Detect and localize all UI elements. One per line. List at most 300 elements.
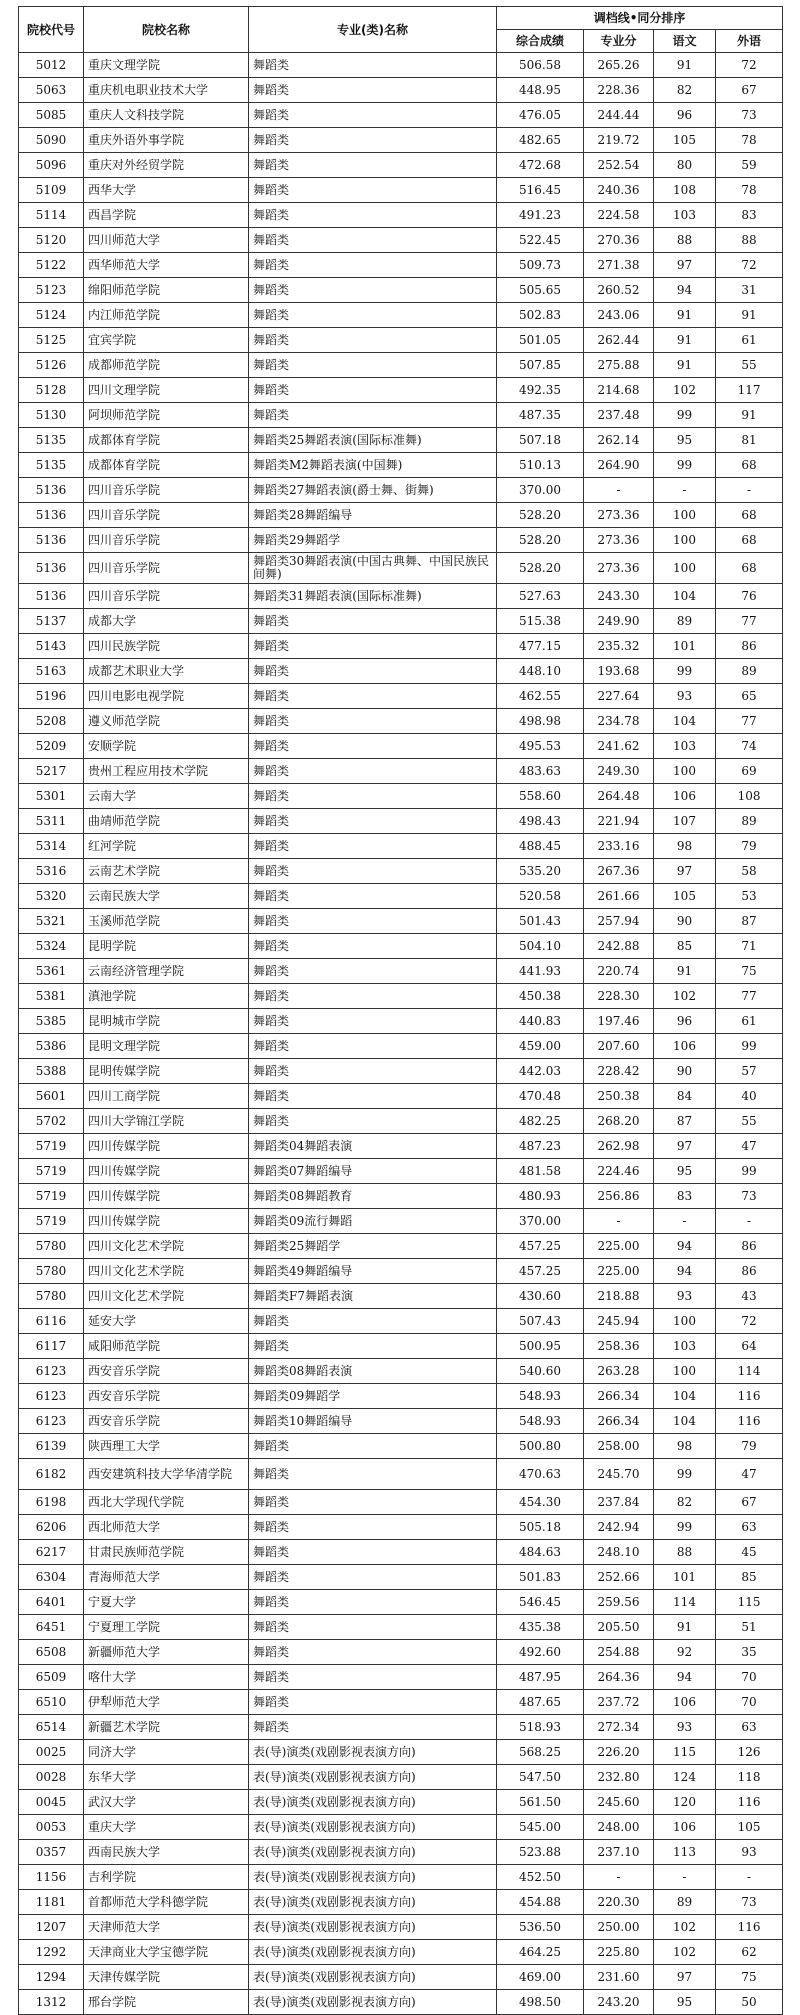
header-name: 院校名称 (84, 7, 249, 53)
cell-name: 昆明学院 (84, 934, 249, 959)
table-row (19, 1434, 783, 1459)
cell-chn: - (654, 1209, 716, 1234)
cell-prof: 262.44 (584, 328, 654, 353)
cell-total: 487.65 (497, 1690, 584, 1715)
cell-name: 天津师范大学 (84, 1915, 249, 1940)
cell-name: 首都师范大学科德学院 (84, 1890, 249, 1915)
table-row (19, 1009, 783, 1034)
cell-chn: 100 (654, 759, 716, 784)
cell-code: 5719 (19, 1134, 84, 1159)
cell-total: 523.88 (497, 1840, 584, 1865)
cell-prof: 254.88 (584, 1640, 654, 1665)
cell-eng: 51 (716, 1615, 783, 1640)
cell-prof: 272.34 (584, 1715, 654, 1740)
cell-total: 520.58 (497, 884, 584, 909)
cell-chn: 104 (654, 1384, 716, 1409)
cell-prof: 252.66 (584, 1565, 654, 1590)
cell-chn: - (654, 478, 716, 503)
cell-total: 370.00 (497, 478, 584, 503)
cell-eng: 81 (716, 428, 783, 453)
cell-code: 5114 (19, 203, 84, 228)
cell-prof: 261.66 (584, 884, 654, 909)
cell-code: 1292 (19, 1940, 84, 1965)
cell-chn: 98 (654, 1434, 716, 1459)
cell-code: 5136 (19, 528, 84, 553)
cell-total: 450.38 (497, 984, 584, 1009)
cell-name: 邢台学院 (84, 1990, 249, 2015)
table-row (19, 1965, 783, 1990)
cell-eng: 68 (716, 453, 783, 478)
cell-code: 5136 (19, 553, 84, 584)
table-row (19, 303, 783, 328)
table-row (19, 153, 783, 178)
cell-chn: 94 (654, 278, 716, 303)
cell-major: 舞蹈类 (249, 659, 497, 684)
cell-chn: 98 (654, 834, 716, 859)
cell-chn: 124 (654, 1765, 716, 1790)
table-row (19, 859, 783, 884)
cell-major: 舞蹈类 (249, 1490, 497, 1515)
table-row (19, 1459, 783, 1490)
cell-chn: 89 (654, 609, 716, 634)
cell-total: 430.60 (497, 1284, 584, 1309)
cell-major: 表(导)演类(戏剧影视表演方向) (249, 1740, 497, 1765)
cell-chn: 80 (654, 153, 716, 178)
cell-prof: 243.30 (584, 584, 654, 609)
cell-total: 507.85 (497, 353, 584, 378)
cell-name: 红河学院 (84, 834, 249, 859)
table-row (19, 1840, 783, 1865)
cell-major: 舞蹈类 (249, 203, 497, 228)
cell-code: 5128 (19, 378, 84, 403)
cell-code: 6182 (19, 1459, 84, 1490)
cell-major: 舞蹈类 (249, 1515, 497, 1540)
cell-eng: 47 (716, 1134, 783, 1159)
cell-code: 5136 (19, 503, 84, 528)
cell-prof: 234.78 (584, 709, 654, 734)
cell-total: 505.65 (497, 278, 584, 303)
cell-total: 547.50 (497, 1765, 584, 1790)
table-row (19, 403, 783, 428)
cell-total: 528.20 (497, 553, 584, 584)
cell-eng: 79 (716, 1434, 783, 1459)
cell-eng: 86 (716, 1234, 783, 1259)
table-row (19, 1590, 783, 1615)
cell-major: 舞蹈类 (249, 1690, 497, 1715)
cell-prof: 249.30 (584, 759, 654, 784)
cell-prof: 237.72 (584, 1690, 654, 1715)
cell-major: 舞蹈类09流行舞蹈 (249, 1209, 497, 1234)
cell-chn: 85 (654, 934, 716, 959)
cell-prof: 250.38 (584, 1084, 654, 1109)
cell-total: 505.18 (497, 1515, 584, 1540)
cell-chn: 106 (654, 1690, 716, 1715)
cell-eng: 53 (716, 884, 783, 909)
cell-chn: 104 (654, 584, 716, 609)
cell-eng: 50 (716, 1990, 783, 2015)
cell-prof: 267.36 (584, 859, 654, 884)
table-row (19, 203, 783, 228)
cell-total: 528.20 (497, 503, 584, 528)
cell-name: 甘肃民族师范学院 (84, 1540, 249, 1565)
cell-name: 四川传媒学院 (84, 1209, 249, 1234)
cell-code: 5321 (19, 909, 84, 934)
cell-name: 云南艺术学院 (84, 859, 249, 884)
cell-prof: 273.36 (584, 528, 654, 553)
table-row (19, 1715, 783, 1740)
cell-major: 舞蹈类 (249, 709, 497, 734)
cell-code: 5719 (19, 1159, 84, 1184)
cell-eng: 47 (716, 1459, 783, 1490)
cell-prof: 220.30 (584, 1890, 654, 1915)
cell-eng: 73 (716, 1890, 783, 1915)
table-row (19, 1034, 783, 1059)
cell-total: 498.98 (497, 709, 584, 734)
cell-prof: 231.60 (584, 1965, 654, 1990)
cell-total: 487.23 (497, 1134, 584, 1159)
cell-prof: 264.36 (584, 1665, 654, 1690)
cell-prof: 250.00 (584, 1915, 654, 1940)
cell-total: 492.35 (497, 378, 584, 403)
cell-eng: 43 (716, 1284, 783, 1309)
cell-eng: 58 (716, 859, 783, 884)
cell-name: 四川文化艺术学院 (84, 1284, 249, 1309)
table-row (19, 1059, 783, 1084)
table-row (19, 78, 783, 103)
cell-prof: 224.58 (584, 203, 654, 228)
cell-eng: 93 (716, 1840, 783, 1865)
admission-table-container (18, 6, 782, 2015)
table-row (19, 984, 783, 1009)
cell-total: 370.00 (497, 1209, 584, 1234)
cell-major: 舞蹈类07舞蹈编导 (249, 1159, 497, 1184)
cell-eng: 63 (716, 1515, 783, 1540)
cell-name: 成都师范学院 (84, 353, 249, 378)
cell-prof: 266.34 (584, 1384, 654, 1409)
header-eng: 外语 (716, 30, 783, 53)
cell-eng: 70 (716, 1690, 783, 1715)
cell-chn: 108 (654, 178, 716, 203)
cell-prof: 228.36 (584, 78, 654, 103)
cell-eng: 67 (716, 1490, 783, 1515)
cell-major: 舞蹈类 (249, 884, 497, 909)
cell-name: 西南民族大学 (84, 1840, 249, 1865)
cell-prof: 271.38 (584, 253, 654, 278)
cell-chn: 97 (654, 1134, 716, 1159)
table-row (19, 1134, 783, 1159)
cell-name: 宜宾学院 (84, 328, 249, 353)
cell-major: 舞蹈类 (249, 128, 497, 153)
cell-name: 云南大学 (84, 784, 249, 809)
table-row (19, 178, 783, 203)
cell-code: 5780 (19, 1234, 84, 1259)
cell-chn: 97 (654, 859, 716, 884)
cell-prof: 268.20 (584, 1109, 654, 1134)
cell-prof: 237.84 (584, 1490, 654, 1515)
table-row (19, 478, 783, 503)
cell-total: 488.45 (497, 834, 584, 859)
cell-prof: 242.88 (584, 934, 654, 959)
cell-total: 546.45 (497, 1590, 584, 1615)
cell-major: 舞蹈类F7舞蹈表演 (249, 1284, 497, 1309)
cell-total: 502.83 (497, 303, 584, 328)
cell-code: 5719 (19, 1209, 84, 1234)
cell-code: 6510 (19, 1690, 84, 1715)
cell-code: 6117 (19, 1334, 84, 1359)
cell-code: 6198 (19, 1490, 84, 1515)
cell-prof: 256.86 (584, 1184, 654, 1209)
cell-code: 0045 (19, 1790, 84, 1815)
cell-name: 昆明文理学院 (84, 1034, 249, 1059)
cell-name: 四川音乐学院 (84, 503, 249, 528)
cell-total: 527.63 (497, 584, 584, 609)
cell-chn: 88 (654, 1540, 716, 1565)
cell-name: 西安音乐学院 (84, 1384, 249, 1409)
table-row (19, 128, 783, 153)
cell-chn: 82 (654, 1490, 716, 1515)
cell-major: 舞蹈类 (249, 934, 497, 959)
cell-eng: - (716, 1865, 783, 1890)
cell-name: 玉溪师范学院 (84, 909, 249, 934)
cell-chn: 114 (654, 1590, 716, 1615)
cell-eng: 99 (716, 1034, 783, 1059)
cell-eng: 105 (716, 1815, 783, 1840)
cell-code: 5136 (19, 478, 84, 503)
cell-eng: 116 (716, 1409, 783, 1434)
cell-prof: 245.60 (584, 1790, 654, 1815)
cell-eng: 91 (716, 403, 783, 428)
cell-major: 舞蹈类31舞蹈表演(国际标准舞) (249, 584, 497, 609)
cell-prof: 263.28 (584, 1359, 654, 1384)
cell-name: 绵阳师范学院 (84, 278, 249, 303)
cell-code: 6123 (19, 1359, 84, 1384)
cell-name: 新疆艺术学院 (84, 1715, 249, 1740)
cell-chn: 103 (654, 734, 716, 759)
cell-prof: 258.36 (584, 1334, 654, 1359)
cell-chn: 96 (654, 103, 716, 128)
cell-code: 6123 (19, 1384, 84, 1409)
cell-chn: 91 (654, 53, 716, 78)
header-chn: 语文 (654, 30, 716, 53)
cell-major: 舞蹈类 (249, 1665, 497, 1690)
table-row (19, 103, 783, 128)
cell-major: 舞蹈类 (249, 1590, 497, 1615)
cell-code: 0025 (19, 1740, 84, 1765)
cell-name: 咸阳师范学院 (84, 1334, 249, 1359)
cell-name: 成都大学 (84, 609, 249, 634)
cell-code: 1294 (19, 1965, 84, 1990)
cell-name: 新疆师范大学 (84, 1640, 249, 1665)
cell-major: 舞蹈类 (249, 378, 497, 403)
cell-chn: - (654, 1865, 716, 1890)
cell-total: 515.38 (497, 609, 584, 634)
cell-chn: 113 (654, 1840, 716, 1865)
cell-prof: 260.52 (584, 278, 654, 303)
cell-major: 舞蹈类 (249, 153, 497, 178)
cell-total: 448.95 (497, 78, 584, 103)
table-row (19, 834, 783, 859)
table-row (19, 1259, 783, 1284)
cell-chn: 100 (654, 503, 716, 528)
cell-prof: 248.00 (584, 1815, 654, 1840)
cell-code: 5361 (19, 959, 84, 984)
header-major: 专业(类)名称 (249, 7, 497, 53)
table-row (19, 1515, 783, 1540)
cell-chn: 105 (654, 884, 716, 909)
cell-name: 喀什大学 (84, 1665, 249, 1690)
cell-total: 507.43 (497, 1309, 584, 1334)
table-row (19, 1790, 783, 1815)
cell-chn: 95 (654, 1159, 716, 1184)
cell-major: 表(导)演类(戏剧影视表演方向) (249, 1915, 497, 1940)
cell-prof: 225.00 (584, 1259, 654, 1284)
cell-major: 舞蹈类 (249, 1309, 497, 1334)
cell-eng: 67 (716, 78, 783, 103)
cell-code: 1207 (19, 1915, 84, 1940)
cell-chn: 102 (654, 1915, 716, 1940)
cell-prof: 240.36 (584, 178, 654, 203)
cell-eng: 91 (716, 303, 783, 328)
cell-major: 表(导)演类(戏剧影视表演方向) (249, 1790, 497, 1815)
cell-eng: 74 (716, 734, 783, 759)
table-row (19, 1990, 783, 2015)
cell-chn: 99 (654, 453, 716, 478)
cell-prof: 243.06 (584, 303, 654, 328)
cell-eng: 31 (716, 278, 783, 303)
cell-prof: 228.42 (584, 1059, 654, 1084)
table-row (19, 759, 783, 784)
table-row (19, 909, 783, 934)
cell-chn: 104 (654, 709, 716, 734)
cell-eng: 68 (716, 553, 783, 584)
cell-code: 5124 (19, 303, 84, 328)
cell-total: 448.10 (497, 659, 584, 684)
cell-eng: 71 (716, 934, 783, 959)
cell-eng: 79 (716, 834, 783, 859)
cell-prof: 249.90 (584, 609, 654, 634)
cell-total: 536.50 (497, 1915, 584, 1940)
cell-major: 舞蹈类 (249, 228, 497, 253)
cell-name: 陕西理工大学 (84, 1434, 249, 1459)
cell-chn: 87 (654, 1109, 716, 1134)
cell-major: 舞蹈类 (249, 684, 497, 709)
cell-name: 武汉大学 (84, 1790, 249, 1815)
cell-total: 457.25 (497, 1259, 584, 1284)
cell-total: 500.80 (497, 1434, 584, 1459)
cell-eng: 62 (716, 1940, 783, 1965)
table-row (19, 1234, 783, 1259)
cell-code: 5163 (19, 659, 84, 684)
cell-prof: - (584, 1209, 654, 1234)
cell-name: 内江师范学院 (84, 303, 249, 328)
table-row (19, 634, 783, 659)
cell-prof: 270.36 (584, 228, 654, 253)
cell-major: 舞蹈类M2舞蹈表演(中国舞) (249, 453, 497, 478)
cell-code: 6451 (19, 1615, 84, 1640)
cell-prof: 241.62 (584, 734, 654, 759)
cell-eng: 77 (716, 609, 783, 634)
cell-name: 重庆外语外事学院 (84, 128, 249, 153)
header-total: 综合成绩 (497, 30, 584, 53)
cell-major: 舞蹈类 (249, 303, 497, 328)
cell-prof: 233.16 (584, 834, 654, 859)
cell-chn: 97 (654, 1965, 716, 1990)
cell-eng: 77 (716, 709, 783, 734)
cell-total: 498.50 (497, 1990, 584, 2015)
cell-major: 舞蹈类 (249, 984, 497, 1009)
cell-name: 滇池学院 (84, 984, 249, 1009)
cell-total: 501.43 (497, 909, 584, 934)
cell-name: 重庆大学 (84, 1815, 249, 1840)
cell-prof: 225.00 (584, 1234, 654, 1259)
cell-major: 舞蹈类 (249, 1334, 497, 1359)
cell-name: 重庆对外经贸学院 (84, 153, 249, 178)
cell-code: 6217 (19, 1540, 84, 1565)
cell-chn: 120 (654, 1790, 716, 1815)
table-row (19, 1159, 783, 1184)
cell-major: 舞蹈类 (249, 253, 497, 278)
table-row (19, 1890, 783, 1915)
cell-eng: 75 (716, 959, 783, 984)
cell-eng: 78 (716, 128, 783, 153)
cell-name: 东华大学 (84, 1765, 249, 1790)
cell-prof: 242.94 (584, 1515, 654, 1540)
cell-chn: 91 (654, 303, 716, 328)
cell-major: 舞蹈类 (249, 328, 497, 353)
cell-eng: 72 (716, 1309, 783, 1334)
cell-code: 6401 (19, 1590, 84, 1615)
cell-chn: 91 (654, 328, 716, 353)
cell-prof: 275.88 (584, 353, 654, 378)
cell-total: 518.93 (497, 1715, 584, 1740)
table-row (19, 934, 783, 959)
table-row (19, 53, 783, 78)
cell-prof: 252.54 (584, 153, 654, 178)
cell-chn: 100 (654, 1359, 716, 1384)
cell-code: 5122 (19, 253, 84, 278)
cell-total: 516.45 (497, 178, 584, 203)
cell-major: 舞蹈类30舞蹈表演(中国古典舞、中国民族民间舞) (249, 553, 497, 584)
table-row (19, 609, 783, 634)
table-row (19, 1409, 783, 1434)
cell-code: 5136 (19, 584, 84, 609)
cell-chn: 99 (654, 1459, 716, 1490)
cell-total: 481.58 (497, 1159, 584, 1184)
cell-chn: 94 (654, 1259, 716, 1284)
table-row (19, 784, 783, 809)
cell-prof: 227.64 (584, 684, 654, 709)
cell-major: 表(导)演类(戏剧影视表演方向) (249, 1940, 497, 1965)
cell-name: 天津商业大学宝德学院 (84, 1940, 249, 1965)
cell-name: 西北大学现代学院 (84, 1490, 249, 1515)
table-row (19, 734, 783, 759)
cell-eng: 89 (716, 809, 783, 834)
cell-eng: 64 (716, 1334, 783, 1359)
cell-chn: 91 (654, 1615, 716, 1640)
cell-chn: 100 (654, 528, 716, 553)
cell-prof: 243.20 (584, 1990, 654, 2015)
cell-code: 5208 (19, 709, 84, 734)
cell-chn: 95 (654, 1990, 716, 2015)
cell-chn: 106 (654, 1815, 716, 1840)
cell-code: 5126 (19, 353, 84, 378)
cell-eng: 83 (716, 203, 783, 228)
cell-eng: 89 (716, 659, 783, 684)
cell-total: 454.88 (497, 1890, 584, 1915)
cell-total: 482.65 (497, 128, 584, 153)
cell-code: 5209 (19, 734, 84, 759)
cell-name: 重庆机电职业技术大学 (84, 78, 249, 103)
